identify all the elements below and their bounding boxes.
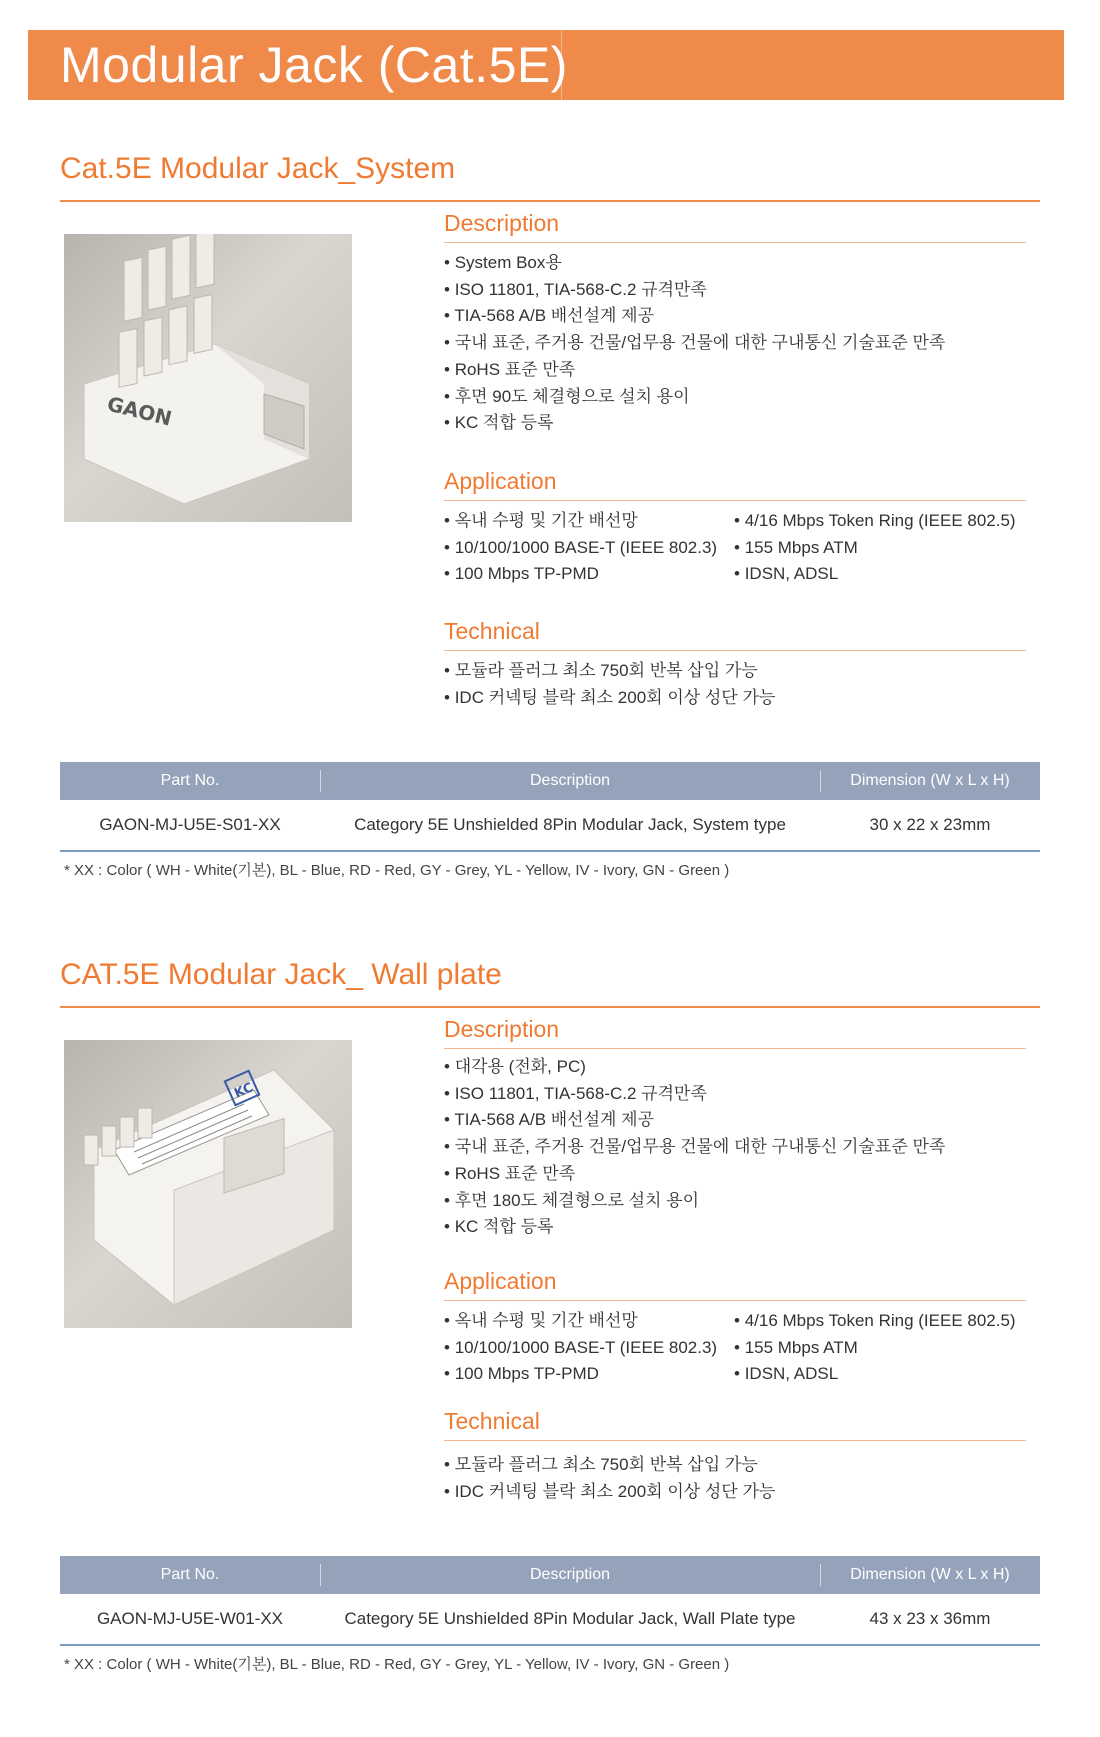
list-item: • RoHS 표준 만족 <box>444 1161 945 1188</box>
list-item: • TIA-568 A/B 배선설계 제공 <box>444 303 945 330</box>
list-item: • 100 Mbps TP-PMD <box>444 561 717 588</box>
table-header <box>60 762 1040 800</box>
list-item: • IDC 커넥팅 블락 최소 200회 이상 성단 가능 <box>444 685 775 712</box>
list-item: • 100 Mbps TP-PMD <box>444 1361 717 1388</box>
column-header: Dimension (W x L x H) <box>850 1566 1010 1583</box>
table-cell-part-no: GAON-MJ-U5E-S01-XX <box>99 815 281 834</box>
heading-rule <box>444 650 1026 651</box>
application-list-right <box>734 508 1016 588</box>
list-item: • 4/16 Mbps Token Ring (IEEE 802.5) <box>734 1308 1016 1335</box>
color-footnote: * XX : Color ( WH - White(기본), BL - Blue, RD - Red, GY - Grey, YL - Yellow, IV - Ivory, GN - Green ) <box>64 862 730 879</box>
table-cell-dimension: 43 x 23 x 36mm <box>869 1609 991 1628</box>
heading-rule <box>444 1048 1026 1049</box>
description-heading: Description <box>444 210 560 236</box>
column-header: Part No. <box>160 772 220 789</box>
section-divider <box>60 1006 1040 1008</box>
list-item: • 155 Mbps ATM <box>734 1335 1016 1362</box>
modular-jack-illustration <box>64 234 352 522</box>
section-divider <box>60 200 1040 202</box>
list-item: • KC 적합 등록 <box>444 1214 945 1241</box>
list-item: • 모듈라 플러그 최소 750회 반복 삽입 가능 <box>444 658 775 685</box>
list-item: • IDSN, ADSL <box>734 1361 1016 1388</box>
list-item: • 모듈라 플러그 최소 750회 반복 삽입 가능 <box>444 1452 775 1479</box>
column-header: Part No. <box>160 1566 220 1583</box>
application-list-left <box>444 1308 717 1388</box>
color-footnote: * XX : Color ( WH - White(기본), BL - Blue, RD - Red, GY - Grey, YL - Yellow, IV - Ivory, GN - Green ) <box>64 1656 730 1673</box>
list-item: • 155 Mbps ATM <box>734 535 1016 562</box>
list-item: • RoHS 표준 만족 <box>444 357 945 384</box>
application-list-right <box>734 1308 1016 1388</box>
table-cell-description: Category 5E Unshielded 8Pin Modular Jack, System type <box>354 815 786 834</box>
list-item: • ISO 11801, TIA-568-C.2 규격만족 <box>444 1081 945 1108</box>
heading-rule <box>444 1440 1026 1441</box>
title-banner <box>28 30 1064 100</box>
table-cell-dimension: 30 x 22 x 23mm <box>869 815 991 834</box>
product-photo-wall-plate-jack <box>64 1040 352 1328</box>
list-item: • 후면 90도 체결형으로 설치 용이 <box>444 384 945 411</box>
brand-label: GAON <box>104 391 175 431</box>
list-item: • 옥내 수평 및 기간 배선망 <box>444 1308 717 1335</box>
wall-plate-jack-illustration <box>64 1040 352 1328</box>
list-item: • IDC 커넥팅 블락 최소 200회 이상 성단 가능 <box>444 1479 775 1506</box>
list-item: • System Box용 <box>444 250 945 277</box>
technical-heading: Technical <box>444 618 540 644</box>
section-title: CAT.5E Modular Jack_ Wall plate <box>60 958 502 991</box>
table-bottom-rule <box>60 850 1040 852</box>
list-item: • TIA-568 A/B 배선설계 제공 <box>444 1107 945 1134</box>
heading-rule <box>444 500 1026 501</box>
technical-heading: Technical <box>444 1408 540 1434</box>
list-item: • ISO 11801, TIA-568-C.2 규격만족 <box>444 277 945 304</box>
list-item: • 대각용 (전화, PC) <box>444 1054 945 1081</box>
certification-mark: KC <box>232 1080 256 1102</box>
page-title: Modular Jack (Cat.5E) <box>60 37 568 93</box>
list-item: • 4/16 Mbps Token Ring (IEEE 802.5) <box>734 508 1016 535</box>
column-header: Description <box>529 772 611 789</box>
list-item: • KC 적합 등록 <box>444 410 945 437</box>
description-heading: Description <box>444 1016 560 1042</box>
product-photo-system-jack <box>64 234 352 522</box>
application-list-left <box>444 508 717 588</box>
list-item: • 10/100/1000 BASE-T (IEEE 802.3) <box>444 535 717 562</box>
column-header: Dimension (W x L x H) <box>850 772 1010 789</box>
description-list <box>444 250 945 437</box>
list-item: • IDSN, ADSL <box>734 561 1016 588</box>
table-bottom-rule <box>60 1644 1040 1646</box>
list-item: • 국내 표준, 주거용 건물/업무용 건물에 대한 구내통신 기술표준 만족 <box>444 1134 945 1161</box>
list-item: • 후면 180도 체결형으로 설치 용이 <box>444 1188 945 1215</box>
table-header <box>60 1556 1040 1594</box>
description-list <box>444 1054 945 1241</box>
heading-rule <box>444 1300 1026 1301</box>
list-item: • 국내 표준, 주거용 건물/업무용 건물에 대한 구내통신 기술표준 만족 <box>444 330 945 357</box>
list-item: • 옥내 수평 및 기간 배선망 <box>444 508 717 535</box>
list-item: • 10/100/1000 BASE-T (IEEE 802.3) <box>444 1335 717 1362</box>
heading-rule <box>444 242 1026 243</box>
table-cell-description: Category 5E Unshielded 8Pin Modular Jack, Wall Plate type <box>344 1609 796 1628</box>
application-heading: Application <box>444 468 557 494</box>
technical-list <box>444 658 775 711</box>
column-header: Description <box>529 1566 611 1583</box>
banner-divider <box>561 30 562 100</box>
table-cell-part-no: GAON-MJ-U5E-W01-XX <box>96 1609 284 1628</box>
section-title: Cat.5E Modular Jack_System <box>60 152 456 185</box>
technical-list <box>444 1452 775 1505</box>
application-heading: Application <box>444 1268 557 1294</box>
